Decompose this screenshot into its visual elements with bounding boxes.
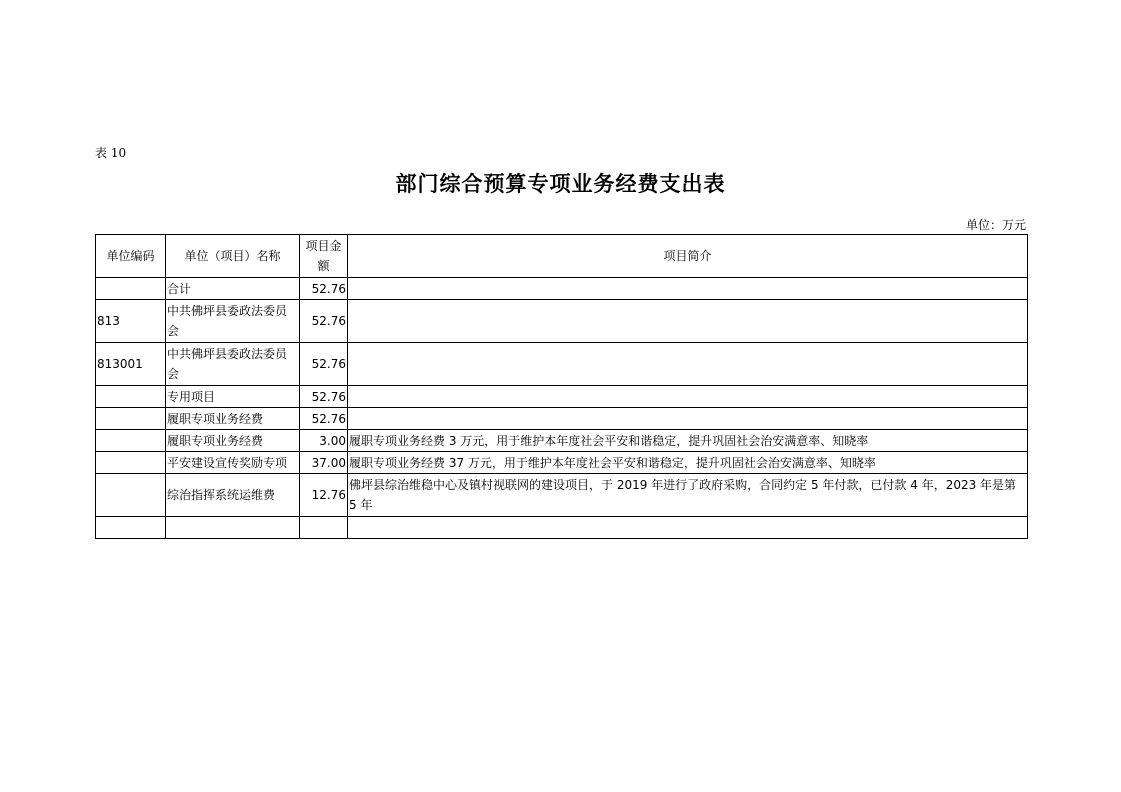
row-code [96, 474, 166, 517]
header-unit-code: 单位编码 [96, 235, 166, 278]
document-title: 部门综合预算专项业务经费支出表 [395, 171, 726, 196]
row-amount: 52.76 [300, 343, 348, 386]
row-amount: 52.76 [300, 386, 348, 408]
row-name: 专用项目 [166, 386, 300, 408]
header-unit-name: 单位（项目）名称 [166, 235, 300, 278]
row-description: 佛坪县综治维稳中心及镇村视联网的建设项目，于 2019 年进行了政府采购，合同约定 5 年付款，已付款 4 年，2023 年是第 5 年 [348, 474, 1028, 517]
row-description: 履职专项业务经费 3 万元，用于维护本年度社会平安和谐稳定，提升巩固社会治安满意率、知晓率 [348, 430, 1028, 452]
row-name [166, 517, 300, 539]
unit-label: 单位：万元 [965, 218, 1026, 232]
row-amount: 52.76 [300, 408, 348, 430]
row-code [96, 517, 166, 539]
row-name: 中共佛坪县委政法委员会 [166, 300, 300, 343]
row-description [348, 300, 1028, 343]
row-code [96, 408, 166, 430]
row-code: 813 [96, 300, 166, 343]
row-code [96, 430, 166, 452]
table-row [96, 278, 1028, 300]
table-row [96, 474, 1028, 517]
row-amount: 12.76 [300, 474, 348, 517]
row-description: 履职专项业务经费 37 万元，用于维护本年度社会平安和谐稳定，提升巩固社会治安满意率、知晓率 [348, 452, 1028, 474]
row-description [348, 386, 1028, 408]
budget-table [95, 234, 1028, 539]
row-amount: 52.76 [300, 300, 348, 343]
row-amount: 37.00 [300, 452, 348, 474]
row-name: 合计 [166, 278, 300, 300]
table-header-row [96, 235, 1028, 278]
row-code: 813001 [96, 343, 166, 386]
row-code [96, 278, 166, 300]
table-row [96, 408, 1028, 430]
table-row [96, 452, 1028, 474]
row-code [96, 386, 166, 408]
row-description [348, 408, 1028, 430]
row-amount [300, 517, 348, 539]
row-description [348, 517, 1028, 539]
row-name: 中共佛坪县委政法委员会 [166, 343, 300, 386]
table-row [96, 386, 1028, 408]
row-name: 履职专项业务经费 [166, 430, 300, 452]
row-description [348, 343, 1028, 386]
row-description [348, 278, 1028, 300]
row-name: 履职专项业务经费 [166, 408, 300, 430]
table-row [96, 300, 1028, 343]
header-project-amount: 项目金额 [300, 235, 348, 278]
row-name: 平安建设宣传奖励专项 [166, 452, 300, 474]
row-code [96, 452, 166, 474]
row-amount: 3.00 [300, 430, 348, 452]
row-amount: 52.76 [300, 278, 348, 300]
header-project-description: 项目简介 [348, 235, 1028, 278]
table-row [96, 343, 1028, 386]
table-row [96, 430, 1028, 452]
table-row [96, 517, 1028, 539]
table-number: 表 10 [95, 146, 127, 160]
row-name: 综治指挥系统运维费 [166, 474, 300, 517]
